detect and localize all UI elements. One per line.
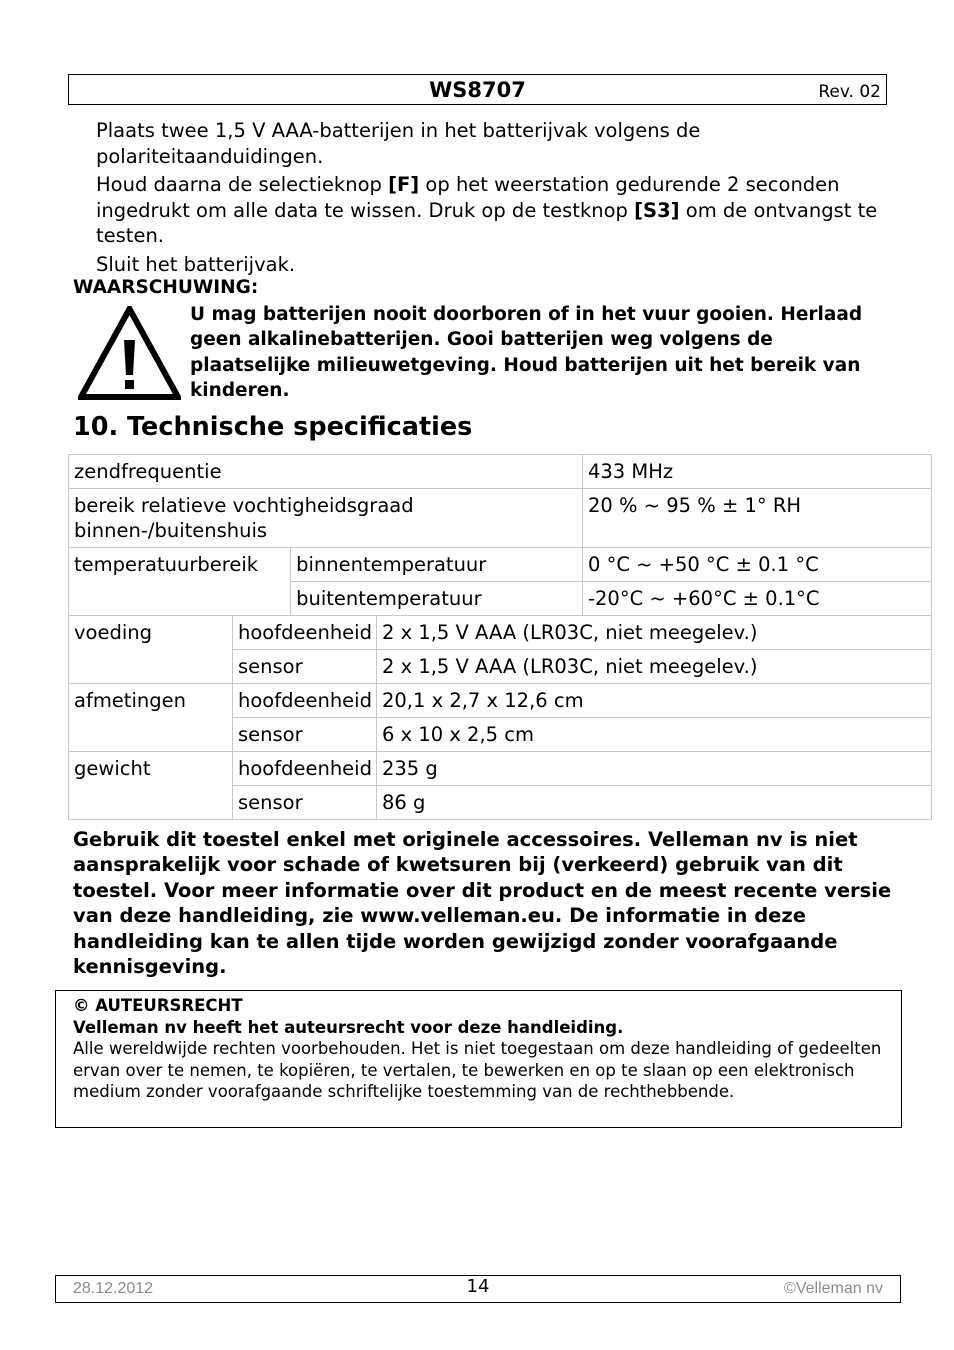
instruction-step-2: Houd daarna de selectieknop [F] op het weerstation gedurende 2 seconden ingedrukt om alle data te wissen. Druk op de testknop [S3] om de ontvangst te testen. [96,173,878,247]
warning-title: WAARSCHUWING: [73,277,259,298]
spec-value-power-sensor: 2 x 1,5 V AAA (LR03C, niet meegelev.) [376,650,931,684]
usage-notice: Gebruik dit toestel enkel met originele accessoires. Velleman nv is niet aansprakelijk voor schade of kwetsuren bij (verkeerd) gebruik van dit toestel. Voor meer informatie over dit product en de meest recente versie van deze handleiding, zie www.velleman.eu. De informatie in deze handleiding kan te allen tijde worden gewijzigd zonder voorafgaande kennisgeving. [73,828,892,979]
spec-sub-dims-sensor: sensor [233,718,377,752]
spec-sub-indoor: binnentemperatuur [291,548,583,582]
spec-value-weight-sensor: 86 g [376,786,931,820]
spec-value-frequency: 433 MHz [582,455,931,489]
spec-label-weight: gewicht [69,752,233,820]
spec-value-weight-main: 235 g [376,752,931,786]
footer-copyright: ©Velleman nv [784,1280,883,1297]
instruction-step-3: Sluit het batterijvak. [96,252,296,276]
table-row [69,752,932,786]
spec-sub-outdoor: buitentemperatuur [291,582,583,616]
page-footer [55,1275,901,1303]
spec-label-dimensions: afmetingen [69,684,233,752]
table-row [69,616,932,650]
spec-table [68,454,932,820]
footer-date: 28.12.2012 [73,1280,154,1297]
spec-value-power-main: 2 x 1,5 V AAA (LR03C, niet meegelev.) [376,616,931,650]
table-row [69,548,932,582]
table-row [69,489,932,548]
section-heading: 10. Technische specificaties [73,412,473,442]
spec-label-frequency: zendfrequentie [69,455,583,489]
spec-value-indoor: 0 °C ~ +50 °C ± 0.1 °C [582,548,931,582]
revision-label: Rev. 02 [818,82,881,102]
copyright-body: Alle wereldwijde rechten voorbehouden. Het is niet toegestaan om deze handleiding of gedeelten ervan over te nemen, te kopiëren, te vertalen, te bewerken en op te slaan op een elektronisch medium zonder voorafgaande schriftelijke toestemming van de rechthebbende. [73,1039,882,1101]
table-row [69,455,932,489]
warning-triangle-icon [78,306,181,400]
warning-text: U mag batterijen nooit doorboren of in het vuur gooien. Herlaad geen alkalinebatterijen. Gooi batterijen weg volgens de plaatselijke milieuwetgeving. Houd batterijen uit het bereik van kinderen. [190,304,863,401]
spec-sub-power-sensor: sensor [233,650,377,684]
copyright-subtitle: Velleman nv heeft het auteursrecht voor deze handleiding. [73,1017,624,1037]
spec-value-humidity: 20 % ~ 95 % ± 1° RH [582,489,931,548]
select-key-label: [F] [388,173,420,196]
spec-sub-power-main: hoofdeenheid [233,616,377,650]
spec-sub-dims-main: hoofdeenheid [233,684,377,718]
table-row [69,684,932,718]
battery-instructions [96,118,886,280]
instruction-step-1: Plaats twee 1,5 V AAA-batterijen in het batterijvak volgens de polariteitaanduidingen. [96,119,701,168]
spec-label-power: voeding [69,616,233,684]
spec-sub-weight-main: hoofdeenheid [233,752,377,786]
copyright-box [55,990,902,1128]
spec-value-dims-main: 20,1 x 2,7 x 12,6 cm [376,684,931,718]
spec-sub-weight-sensor: sensor [233,786,377,820]
spec-label-temperature: temperatuurbereik [69,548,291,616]
test-key-label: [S3] [634,198,680,222]
spec-value-dims-sensor: 6 x 10 x 2,5 cm [376,718,931,752]
spec-label-humidity: bereik relatieve vochtigheidsgraad binnen-/buitenshuis [69,489,583,548]
copyright-title: © AUTEURSRECHT [73,996,243,1015]
page-header [68,74,887,105]
spec-value-outdoor: -20°C ~ +60°C ± 0.1°C [582,582,931,616]
page-number: 14 [466,1276,490,1297]
document-title: WS8707 [429,78,526,102]
